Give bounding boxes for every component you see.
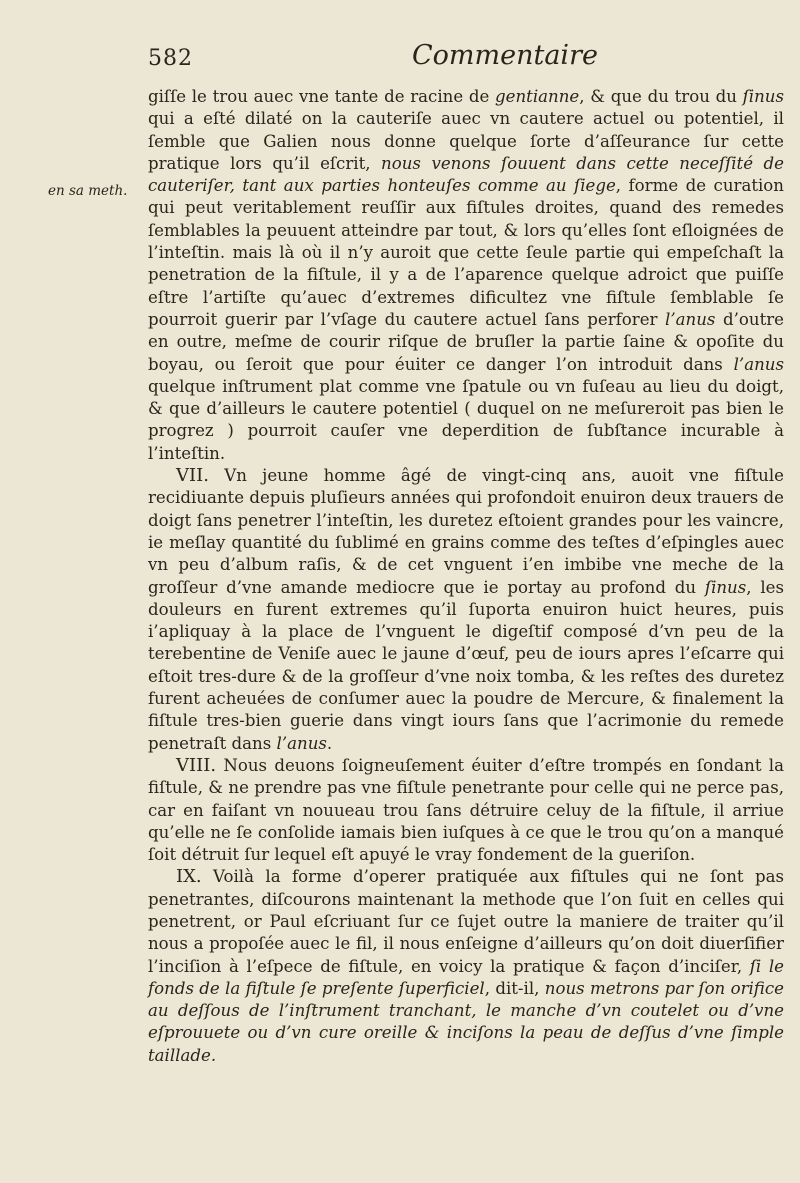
section-numeral: IX. (176, 866, 202, 888)
paragraph-4 (148, 866, 784, 1067)
text-run: d’outre en outre, meſme de courir riſque de bruſler la partie ſaine & opoſite du boyau, ou ſeroit que pour éuiter ce danger l’on introduit dans (148, 309, 784, 374)
italic-text: gentianne (495, 87, 580, 106)
text-run: , & que du trou du (579, 87, 743, 106)
text-run: Nous deuons ſoigneuſement éuiter d’eſtre trompés en ſondant la fiſtule, & ne prendre pas vne fiſtule penetrante pour celle qui ne perce pas, car en faiſant vn nouueau trou ſans détruire celuy de la fiſtule, il arriue qu’elle ne ſe conſolide iamais bien iuſques à ce que le trou qu’on a manqué ſoit détruit ſur lequel eſt apuyé le vray fondement de la gueriſon. (148, 755, 784, 865)
italic-text: l’anus (665, 309, 716, 329)
italic-text: ſinus (742, 87, 784, 106)
italic-text: nous metrons par ſon orifice au deſſous de l’inſtrument tranchant, le manche d’vn coutelet ou d’vne eſprouuete ou d’vn cure oreille & inciſons la peau de deſſus d’vne ſimple taillade. (148, 978, 784, 1065)
text-run: giſſe le trou auec vne tante de racine de (148, 87, 496, 106)
page-header (0, 40, 800, 86)
italic-text: ſi le fonds de la fiſtule ſe preſente ſuperficiel (148, 956, 784, 998)
text-run: , les douleurs en furent extremes qu’il ſuporta enuiron huict heures, puis i’apliquay à la place de l’vnguent le digeſtif composé d’vn peu de la terebentine de Veniſe auec le jaune d’œuf, peu de iours apres l’eſcarre qui eſtoit tres-dure & de la groſſeur d’vne noix tomba, & les reſtes des duretez furent acheuées de conſumer auec la poudre de Mercure, & finalement la fiſtule tres-bien guerie dans vingt iours ſans que l’acrimonie du remede penetraſt dans (148, 577, 784, 753)
text-run: . (326, 733, 333, 753)
paragraph-2 (148, 465, 784, 755)
text-run: , forme de curation qui peut veritablement reuſſir aux fiſtules droites, quand des remedes ſemblables la peuuent atteindre par tout, & lors qu’elles ſont eſloignées de l’inteſtin. mais là où il n’y auroit que cette ſeule partie qui empeſchaſt la penetration de la fiſtule, il y a de l’aparence quelque adroict que puiſſe eſtre l’artiſte qu’auec d’extremes dificultez vne fiſtule ſemblable ſe pourroit guerir par l’vſage du cautere actuel ſans perforer (148, 176, 784, 329)
section-numeral: VIII. (176, 754, 217, 776)
text-run: Vn jeune homme âgé de vingt-cinq ans, auoit vne fiſtule recidiuante depuis pluſieurs années qui profondoit enuiron deux trauers de doigt ſans penetrer l’inteſtin, les duretez eſtoient grandes pour les vaincre, ie meſlay quantité du ſublimé en grains comme des teſtes d’eſpingles auec vn peu d’album raſis, & de cet vnguent i’en imbibe vne meche de la groſſeur d’vne amande mediocre que ie portay au profond du (148, 466, 784, 597)
text-run: , dit-il, (484, 978, 545, 998)
italic-text: l’anus (276, 733, 327, 753)
body-text (148, 86, 784, 1067)
margin-note: en sa meth. (48, 183, 128, 199)
italic-text: ſinus (704, 577, 747, 597)
running-title: Commentaire (412, 40, 598, 71)
page-number: 582 (148, 46, 193, 71)
text-run: quelque inſtrument plat comme vne ſpatule ou vn fuſeau au lieu du doigt, & que d’ailleurs le cautere potentiel ( duquel on ne meſureroit pas bien le progrez ) pourroit cauſer vne deperdition de ſubſtance incurable à l’inteſtin. (148, 376, 784, 463)
paragraph-1 (148, 86, 784, 465)
text-run: Voilà la forme d’operer pratiquée aux fiſtules qui ne ſont pas penetrantes, diſcourons maintenant la methode que l’on ſuit en celles qui penetrent, or Paul eſcriuant ſur ce ſujet outre la maniere de traiter qu’il nous a propoſée auec le fil, il nous enſeigne d’ailleurs qu’on doit diuerſifier l’inciſion à l’eſpece de fiſtule, en voicy la pratique & façon d’inciſer, (148, 867, 784, 976)
italic-text: nous venons ſouuent dans cette neceſſité de cauteriſer, tant aux parties honteuſes comme au ſiege (148, 153, 784, 196)
section-numeral: VII. (176, 465, 209, 487)
italic-text: l’anus (733, 354, 784, 374)
text-run: qui a eſté dilaté on la cauteriſe auec vn cautere actuel ou potentiel, il ſemble que Galien nous donne quelque ſorte d’aſſeurance ſur cette pratique lors qu’il eſcrit, (148, 109, 784, 173)
paragraph-3 (148, 755, 784, 866)
